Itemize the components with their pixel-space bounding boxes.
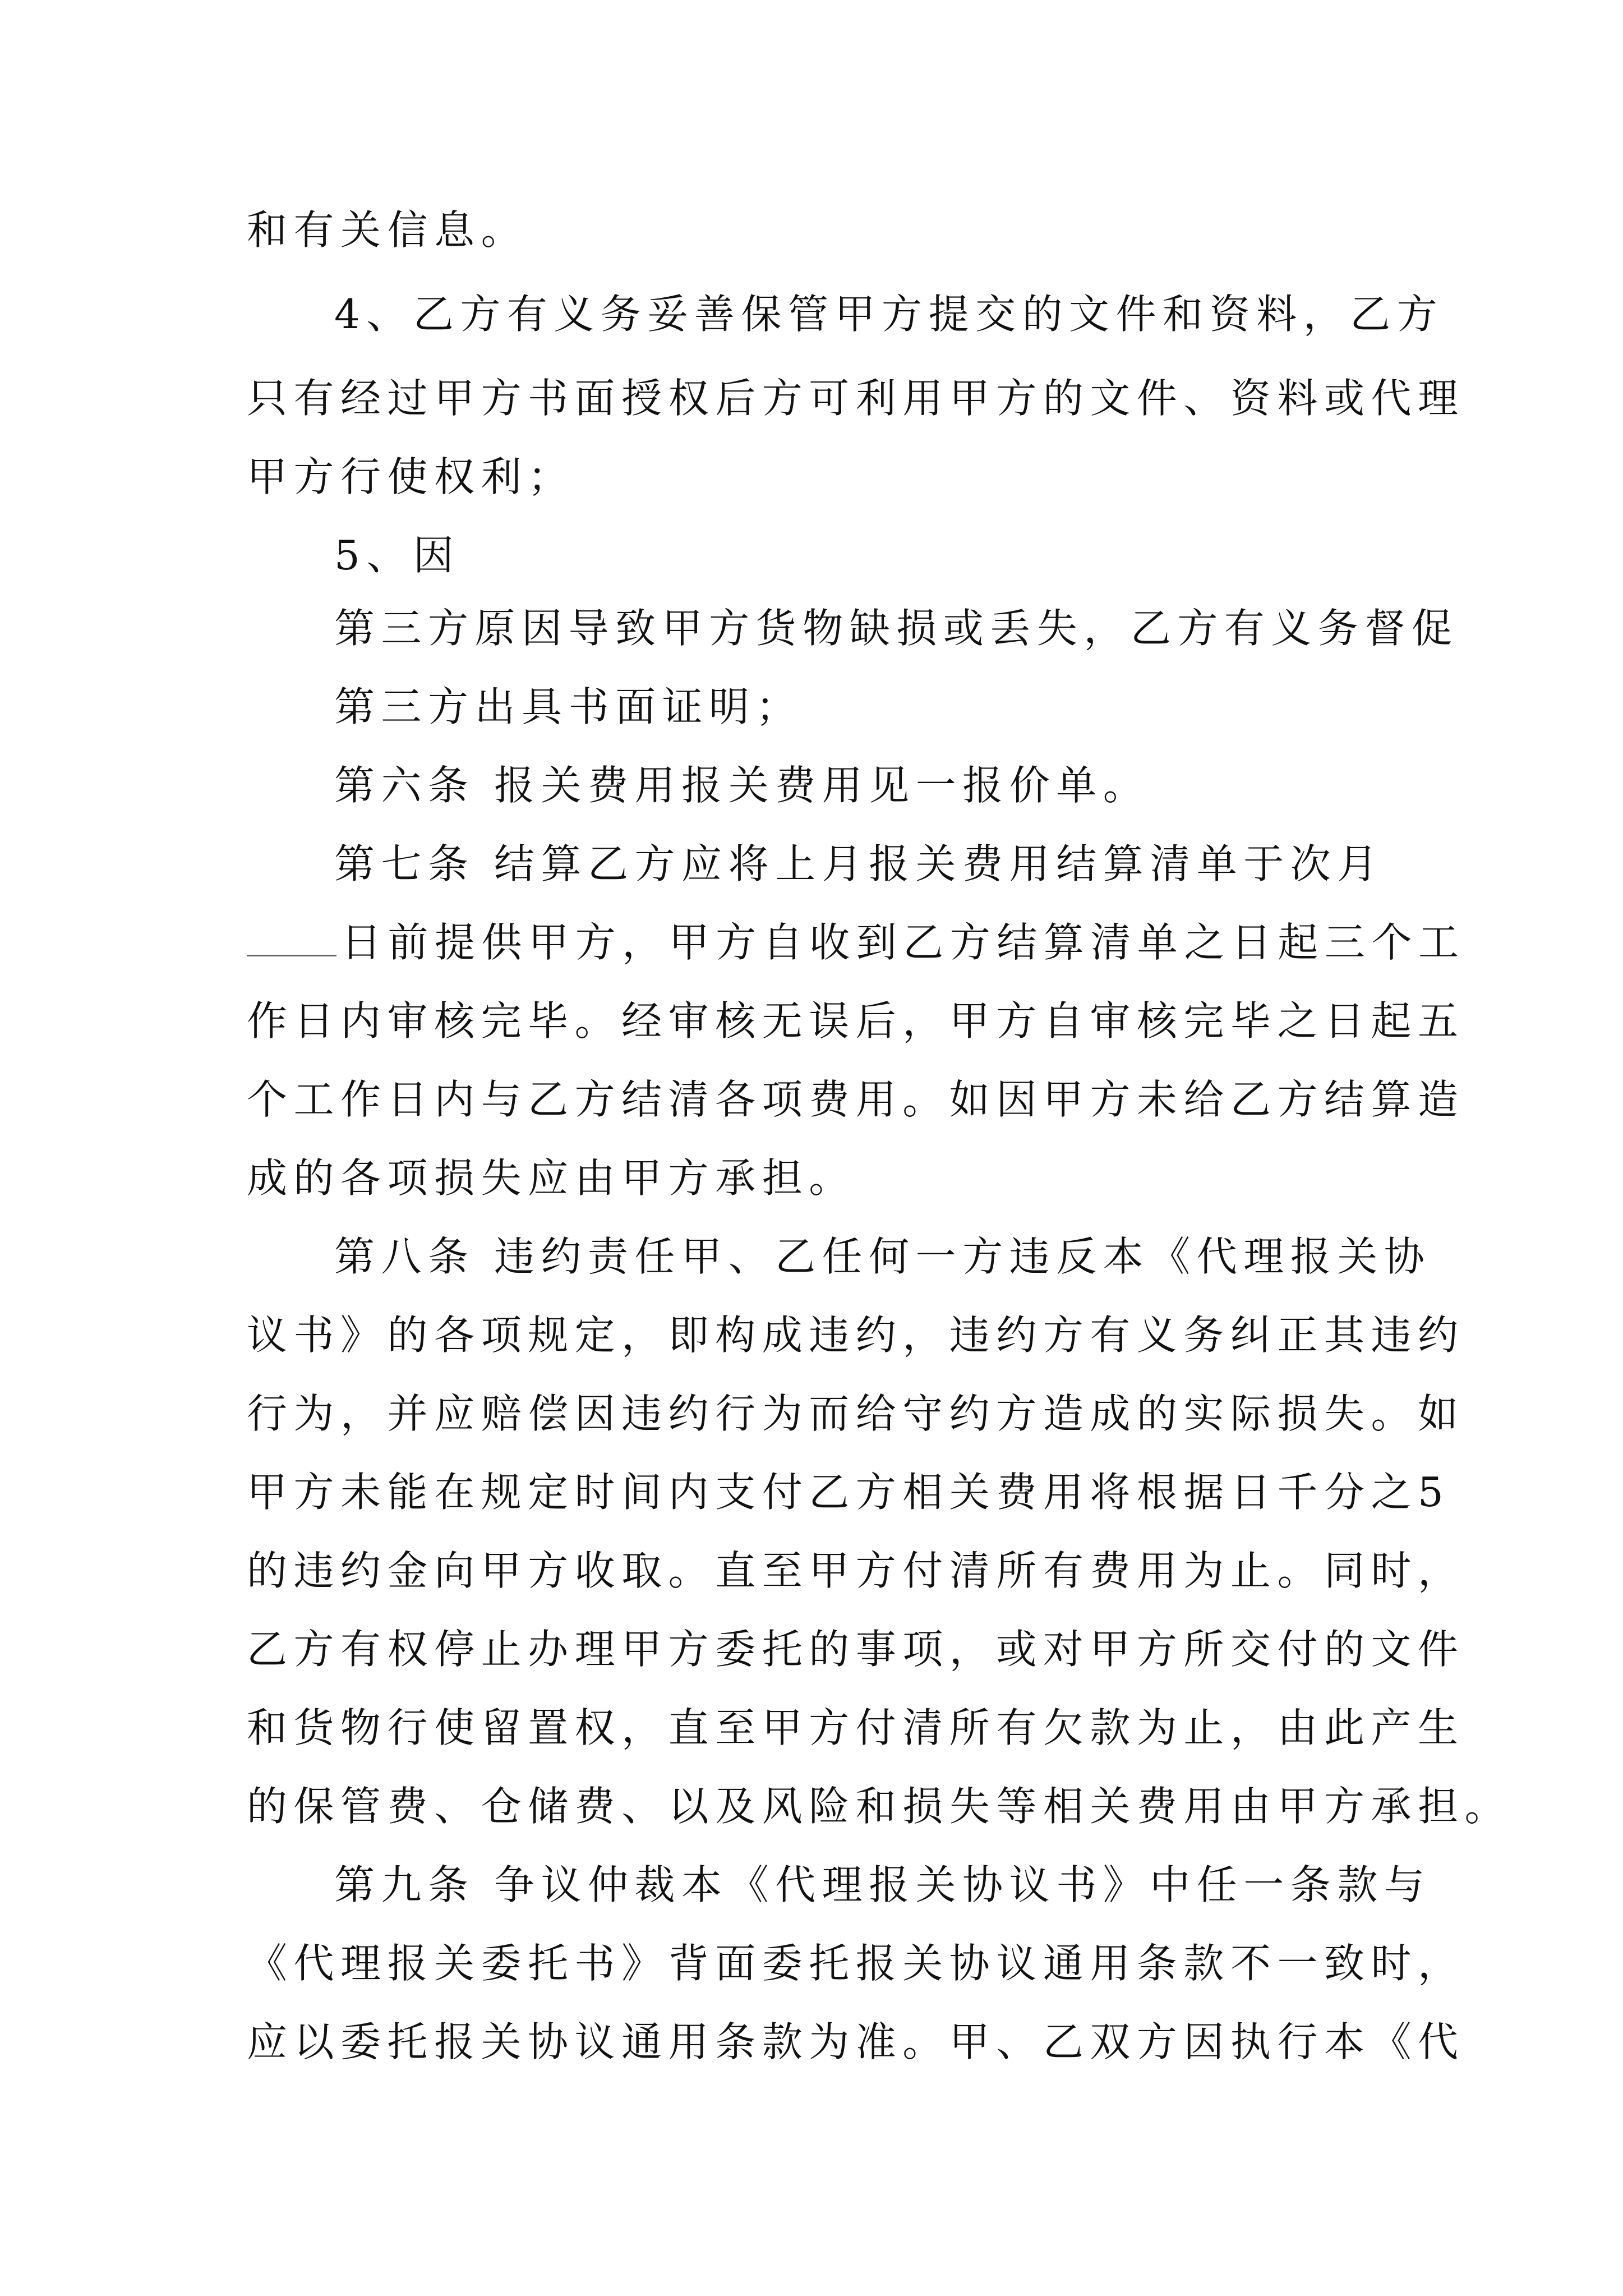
text-line: 只有经过甲方书面授权后方可利用甲方的文件、资料或代理 — [247, 375, 1465, 422]
text-line: 成的各项损失应由甲方承担。 — [247, 1154, 856, 1202]
text-line: 议书》的各项规定，即构成违约，违约方有义务纠正其违约 — [247, 1312, 1465, 1359]
text-line: 第七条 结算乙方应将上月报关费用结算清单于次月 — [334, 840, 1384, 887]
text-line: 的违约金向甲方收取。直至甲方付清所有费用为止。同时， — [247, 1547, 1465, 1594]
text-line-content: 日前提供甲方，甲方自收到乙方结算清单之日起三个工 — [341, 919, 1465, 966]
text-line: 第三方原因导致甲方货物缺损或丢失，乙方有义务督促 — [334, 605, 1459, 652]
text-line: 的保管费、仓储费、以及风险和损失等相关费用由甲方承担。 — [247, 1783, 1512, 1830]
text-line: 甲方行使权利； — [247, 453, 575, 500]
text-line: 行为，并应赔偿因违约行为而给守约方造成的实际损失。如 — [247, 1390, 1465, 1437]
text-line: 应以委托报关协议通用条款为准。甲、乙双方因执行本《代 — [247, 2018, 1465, 2065]
text-line: 作日内审核完毕。经审核无误后，甲方自审核完毕之日起五 — [247, 997, 1465, 1045]
text-line: 和有关信息。 — [247, 206, 528, 254]
text-line: 个工作日内与乙方结清各项费用。如因甲方未给乙方结算造 — [247, 1076, 1465, 1123]
text-line: 《代理报关委托书》背面委托报关协议通用条款不一致时， — [247, 1940, 1465, 1987]
text-line — [247, 914, 1465, 970]
text-line: 4、乙方有义务妥善保管甲方提交的文件和资料，乙方 — [334, 291, 1444, 338]
text-line: 第八条 违约责任甲、乙任何一方违反本《代理报关协 — [334, 1233, 1431, 1280]
text-line: 第九条 争议仲裁本《代理报关协议书》中任一条款与 — [334, 1861, 1431, 1908]
text-line: 甲方未能在规定时间内支付乙方相关费用将根据日千分之5 — [247, 1469, 1450, 1516]
text-line: 5、因 — [334, 532, 460, 579]
text-line: 乙方有权停止办理甲方委托的事项，或对甲方所交付的文件 — [247, 1626, 1465, 1673]
text-line: 第六条 报关费用报关费用见一报价单。 — [334, 762, 1150, 809]
fill-in-blank — [247, 921, 336, 956]
text-line: 和货物行使留置权，直至甲方付清所有欠款为止，由此产生 — [247, 1704, 1465, 1751]
text-line: 第三方出具书面证明； — [334, 683, 803, 730]
